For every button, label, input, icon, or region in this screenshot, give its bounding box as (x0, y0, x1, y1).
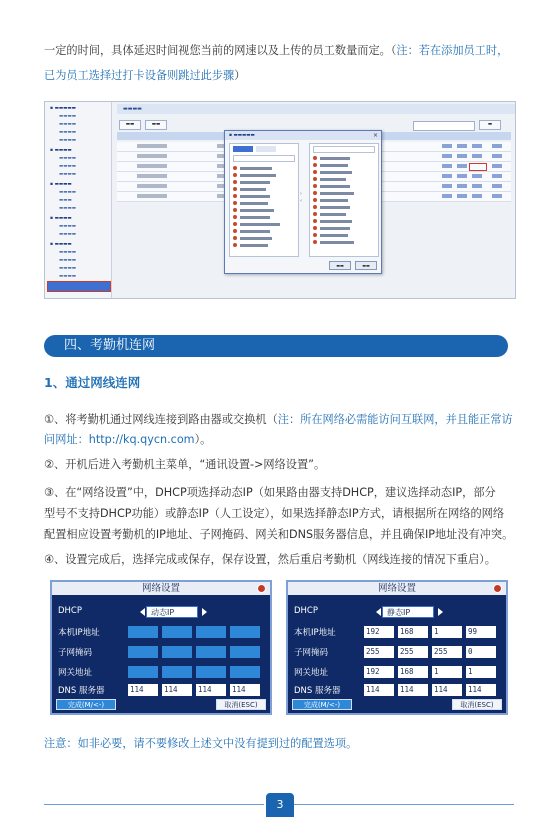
dns-field[interactable]: 114 (466, 684, 496, 696)
list-item[interactable] (313, 170, 363, 175)
list-item-label (320, 220, 352, 223)
sidebar-item: ▬▬▬▬ (59, 206, 77, 211)
row-link[interactable] (457, 174, 467, 178)
intro-note-continued: 已为员工选择过打卡设备则跳过此步骤 (44, 69, 235, 82)
dns-field[interactable]: 114 (162, 684, 192, 696)
list-item-label (240, 244, 268, 247)
subsection-title: 1、通过网线连网 (44, 375, 141, 390)
list-item-label (240, 188, 266, 191)
user-icon (313, 219, 317, 223)
section-title: 四、考勤机连网 (64, 338, 156, 353)
sidebar-item: ▬▬▬▬ (59, 156, 77, 161)
row-link[interactable] (457, 194, 467, 198)
cancel-button[interactable]: 取消(ESC) (452, 699, 502, 710)
row-link[interactable] (492, 164, 502, 168)
row-link[interactable] (442, 174, 452, 178)
cancel-button[interactable]: 取消(ESC) (216, 699, 266, 710)
list-item[interactable] (313, 212, 363, 217)
admin-toolbar-button[interactable]: ▬▬ (145, 120, 167, 130)
list-item[interactable] (233, 236, 283, 241)
table-cell (137, 144, 167, 148)
close-icon[interactable] (493, 584, 502, 593)
list-item-label (320, 192, 354, 195)
list-item[interactable] (233, 229, 283, 234)
step-1-note: 注：所在网络必需能访问互联网，并且能正常访 (277, 413, 513, 426)
list-item-label (320, 241, 354, 244)
device-screen-static (286, 580, 508, 715)
step-1-line-2 (44, 429, 520, 451)
step-3-line-2: 型号不支持DHCP功能）或静态IP（人工设定），如果选择静态IP方式，请根据所在网络的网络 (44, 507, 505, 520)
dns-field[interactable]: 114 (432, 684, 462, 696)
row-link[interactable] (472, 154, 482, 158)
mask-field[interactable]: 0 (466, 646, 496, 658)
row-link[interactable] (457, 154, 467, 158)
user-icon (233, 173, 237, 177)
dhcp-select[interactable]: 静态IP (382, 606, 434, 618)
ip-label: 本机IP地址 (294, 628, 336, 638)
user-icon (233, 243, 237, 247)
ip-field[interactable] (162, 626, 192, 638)
admin-toolbar-button[interactable]: ▬▬ (119, 120, 141, 130)
step-3-line-1: ③、在“网络设置”中，DHCP项选择动态IP（如果路由器支持DHCP，建议选择动态IP，部分 (44, 486, 496, 499)
sidebar-section: ▪ ▬▬▬▬ (50, 216, 72, 221)
user-icon (233, 201, 237, 205)
list-item[interactable] (313, 205, 363, 210)
user-icon (313, 240, 317, 244)
mask-field[interactable]: 255 (364, 646, 394, 658)
arrow-left-icon[interactable] (376, 608, 381, 616)
arrow-left-icon[interactable] (140, 608, 145, 616)
row-link[interactable] (442, 184, 452, 188)
user-icon (233, 194, 237, 198)
row-link[interactable] (442, 164, 452, 168)
done-button[interactable]: 完成(M/<-) (292, 699, 352, 710)
sidebar-item: ▬▬▬▬ (59, 172, 77, 177)
mask-field[interactable]: 255 (398, 646, 428, 658)
dns-label: DNS 服务器 (294, 686, 341, 696)
tab-employee[interactable] (256, 146, 276, 152)
list-item-label (240, 209, 274, 212)
list-item[interactable] (313, 226, 363, 231)
step-1-line-1 (44, 409, 520, 431)
user-icon (233, 180, 237, 184)
dhcp-label: DHCP (294, 606, 318, 616)
step-1-end: ）。 (194, 433, 212, 446)
list-item-label (320, 199, 348, 202)
section-banner (44, 335, 508, 357)
dns-field[interactable]: 114 (128, 684, 158, 696)
row-link[interactable] (442, 154, 452, 158)
gateway-field[interactable] (196, 666, 226, 678)
list-item-label (240, 216, 270, 219)
list-item[interactable] (313, 219, 363, 224)
selected-list[interactable] (309, 143, 379, 257)
user-icon (313, 233, 317, 237)
list-item-label (240, 174, 276, 177)
step-4: ④、设置完成后，选择完成或保存，保存设置，然后重启考勤机（网线连接的情况下重启）。 (44, 553, 496, 566)
gateway-field[interactable] (230, 666, 260, 678)
dns-field[interactable]: 114 (230, 684, 260, 696)
list-item[interactable] (233, 243, 283, 248)
row-link[interactable] (457, 144, 467, 148)
user-icon (313, 191, 317, 195)
admin-search-button[interactable]: ▬ (479, 120, 501, 130)
sidebar-item: ▬▬▬▬ (59, 122, 77, 127)
row-link[interactable] (492, 174, 502, 178)
list-item[interactable] (233, 180, 283, 185)
user-icon (313, 163, 317, 167)
row-link[interactable] (492, 144, 502, 148)
done-button[interactable]: 完成(M/<-) (56, 699, 116, 710)
row-link[interactable] (442, 194, 452, 198)
gateway-field[interactable] (162, 666, 192, 678)
table-cell (137, 174, 167, 178)
ip-field[interactable]: 192 (364, 626, 394, 638)
list-item[interactable] (233, 215, 283, 220)
row-link[interactable] (472, 174, 482, 178)
device-title: 网络设置 (288, 582, 506, 595)
mask-field[interactable] (128, 646, 158, 658)
footer-divider-left (44, 804, 264, 805)
close-icon[interactable]: × (372, 132, 378, 139)
gateway-field[interactable]: 168 (398, 666, 428, 678)
device-screen-dhcp (50, 580, 272, 715)
gateway-field[interactable]: 1 (466, 666, 496, 678)
row-link[interactable] (457, 184, 467, 188)
user-icon (233, 222, 237, 226)
step-3-line-3: 配置相应设置考勤机的IP地址、子网掩码、网关和DNS服务器信息，并且确保IP地址没有冲突。 (44, 528, 514, 541)
user-icon (313, 177, 317, 181)
step-1-url[interactable]: 问网址：http://kq.qycn.com (44, 433, 195, 446)
dns-label: DNS 服务器 (58, 686, 105, 696)
list-item[interactable] (233, 194, 283, 199)
ip-field[interactable] (196, 626, 226, 638)
dns-field[interactable]: 114 (364, 684, 394, 696)
list-item[interactable] (313, 177, 363, 182)
gateway-field[interactable]: 192 (364, 666, 394, 678)
row-link[interactable] (492, 194, 502, 198)
dns-field[interactable]: 114 (196, 684, 226, 696)
list-item[interactable] (313, 191, 363, 196)
mask-label: 子网掩码 (58, 648, 93, 658)
intro-note: 注：若在添加员工时， (396, 44, 509, 57)
close-icon[interactable] (257, 584, 266, 593)
dhcp-label: DHCP (58, 606, 82, 616)
row-link[interactable] (492, 184, 502, 188)
table-cell (137, 194, 167, 198)
table-cell (137, 154, 167, 158)
row-link[interactable] (457, 164, 467, 168)
selected-search-input[interactable] (313, 146, 375, 153)
list-item-label (320, 213, 346, 216)
employee-select-dialog (224, 130, 382, 274)
list-item-label (240, 237, 272, 240)
user-icon (233, 187, 237, 191)
row-link[interactable] (442, 144, 452, 148)
ip-field[interactable]: 99 (466, 626, 496, 638)
list-item[interactable] (233, 166, 283, 171)
step-1-text: ①、将考勤机通过网线连接到路由器或交换机（ (44, 413, 278, 426)
arrow-right-icon[interactable]: › (300, 191, 302, 197)
ip-field[interactable] (230, 626, 260, 638)
user-icon (233, 229, 237, 233)
list-item[interactable] (233, 187, 283, 192)
sidebar-section: ▪ ▬▬▬▬ (50, 148, 72, 153)
dialog-ok-button[interactable]: ▬▬ (329, 261, 351, 270)
list-item-label (240, 230, 270, 233)
intro-close-paren: ） (234, 69, 246, 82)
list-item[interactable] (233, 201, 283, 206)
user-icon (233, 208, 237, 212)
available-list[interactable] (229, 143, 299, 257)
device-title: 网络设置 (52, 582, 270, 595)
list-item[interactable] (233, 208, 283, 213)
list-item[interactable] (313, 233, 363, 238)
arrow-right-icon[interactable] (202, 608, 207, 616)
mask-label: 子网掩码 (294, 648, 329, 658)
list-item[interactable] (313, 240, 363, 245)
user-icon (313, 226, 317, 230)
sidebar-item: ▬▬▬▬ (59, 164, 77, 169)
sidebar-item: ▬▬▬▬ (59, 266, 77, 271)
list-item[interactable] (313, 163, 363, 168)
list-item-label (240, 195, 270, 198)
row-link[interactable] (472, 194, 482, 198)
sidebar-item: ▬▬▬▬ (59, 274, 77, 279)
row-link[interactable] (492, 154, 502, 158)
list-item[interactable] (233, 173, 283, 178)
user-icon (313, 170, 317, 174)
intro-line-1 (44, 40, 520, 62)
intro-text: 一定的时间，具体延迟时间视您当前的网速以及上传的员工数量而定。（ (44, 44, 397, 57)
list-item-label (320, 234, 348, 237)
user-icon (313, 184, 317, 188)
gateway-field[interactable] (128, 666, 158, 678)
user-icon (313, 205, 317, 209)
dhcp-select[interactable]: 动态IP (146, 606, 198, 618)
sidebar-item: ▬▬▬▬ (59, 250, 77, 255)
dialog-title-bar: ▪ ▬▬▬▬▬ (225, 131, 381, 140)
admin-search-input[interactable] (413, 121, 475, 131)
sidebar-section: ▪ ▬▬▬▬ (50, 182, 72, 187)
ip-field[interactable]: 1 (432, 626, 462, 638)
sidebar-item: ▬▬▬▬ (59, 224, 77, 229)
gateway-label: 网关地址 (294, 668, 329, 678)
user-icon (313, 156, 317, 160)
table-cell (137, 164, 167, 168)
mask-field[interactable] (196, 646, 226, 658)
ip-label: 本机IP地址 (58, 628, 100, 638)
list-item[interactable] (233, 222, 283, 227)
list-item-label (320, 227, 350, 230)
step-2: ②、开机后进入考勤机主菜单，“通讯设置->网络设置”。 (44, 458, 326, 471)
row-link[interactable] (472, 184, 482, 188)
transfer-arrows[interactable] (300, 191, 306, 205)
sidebar-item: ▬▬▬▬ (59, 232, 77, 237)
user-icon (233, 215, 237, 219)
sidebar-item-active[interactable] (47, 281, 111, 292)
list-item-label (240, 167, 272, 170)
list-item-label (320, 178, 346, 181)
list-item[interactable] (313, 156, 363, 161)
list-item-label (320, 171, 352, 174)
admin-sidebar (45, 102, 112, 298)
list-item-label (320, 157, 350, 160)
user-icon (313, 198, 317, 202)
mask-field[interactable] (230, 646, 260, 658)
arrow-right-icon[interactable] (438, 608, 443, 616)
list-item-label (240, 181, 270, 184)
list-item[interactable] (313, 198, 363, 203)
tab-department[interactable] (233, 146, 253, 152)
sidebar-item: ▬▬▬▬ (59, 258, 77, 263)
sidebar-section: ▪ ▬▬▬▬ (50, 242, 72, 247)
arrow-left-icon[interactable]: ‹ (300, 198, 302, 204)
list-item-label (320, 206, 350, 209)
sidebar-item: ▬▬▬▬ (59, 190, 77, 195)
intro-line-2 (44, 65, 520, 87)
mask-field[interactable]: 255 (432, 646, 462, 658)
mask-field[interactable] (162, 646, 192, 658)
sidebar-item: ▬▬▬▬ (59, 138, 77, 143)
list-item-label (320, 164, 348, 167)
list-item[interactable] (313, 184, 363, 189)
dialog-search-input[interactable] (233, 155, 295, 162)
page-number: 3 (266, 793, 294, 817)
sidebar-section: ▪ ▬▬▬▬▬ (50, 106, 76, 111)
table-cell (137, 184, 167, 188)
user-icon (233, 236, 237, 240)
user-icon (233, 166, 237, 170)
list-item-label (320, 185, 350, 188)
sidebar-item: ▬▬▬ (59, 198, 72, 203)
config-warning-note: 注意：如非必要，请不要修改上述文中没有提到过的配置选项。 (44, 737, 358, 750)
dialog-cancel-button[interactable]: ▬▬ (355, 261, 377, 270)
ip-field[interactable]: 168 (398, 626, 428, 638)
footer-divider-right (294, 804, 514, 805)
gateway-field[interactable]: 1 (432, 666, 462, 678)
row-link[interactable] (472, 144, 482, 148)
dns-field[interactable]: 114 (398, 684, 428, 696)
sidebar-item: ▬▬▬▬ (59, 114, 77, 119)
user-icon (313, 212, 317, 216)
ip-field[interactable] (128, 626, 158, 638)
sidebar-item: ▬▬▬▬ (59, 130, 77, 135)
gateway-label: 网关地址 (58, 668, 93, 678)
list-item-label (240, 223, 280, 226)
list-item-label (240, 202, 268, 205)
admin-panel-title: ▬▬▬▬ (117, 104, 516, 114)
highlighted-assign-link[interactable] (469, 163, 487, 171)
